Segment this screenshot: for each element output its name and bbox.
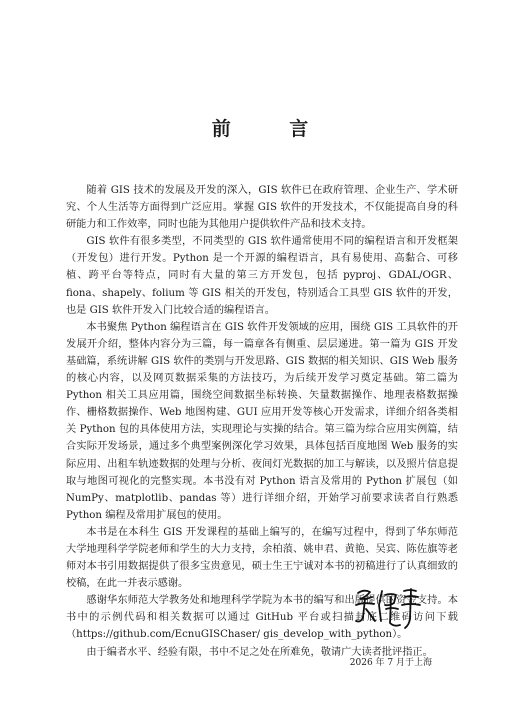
page-title: 前 言 [211,118,335,140]
paragraph: 感谢华东师范大学教务处和地理科学学院为本书的编写和出版提供的资金支持。本书中的示例代码和相关数据可以通过 GitHub 平台或扫描封底二维码访问下载（https://github.com/EcnuGISChaser/ gis_develop_with_python）。 [66,595,458,641]
paragraph: 由于编者水平、经验有限，书中不足之处在所难免，敬请广大读者批评指正。 [86,646,433,658]
paragraph: 本书是在本科生 GIS 开发课程的基础上编写的，在编写过程中，得到了华东师范大学地理科学学院老师和学生的大力支持，余柏蒗、姚申君、黄艳、吴宾、陈佐旗等老师对本书引用数据提供了很多宝贵意见，硕士生王宁诚对本书的初稿进行了认真细致的校稿，在此一并表示感谢。 [66,526,458,590]
paragraph: 本书聚焦 Python 编程语言在 GIS 软件开发领域的应用，围绕 GIS 工具软件的开发展开介绍，整体内容分为三篇，每一篇章各有侧重、层层递进。第一篇为 GIS 开发基础篇，系统讲解 GIS 软件的类别与开发思路、GIS 数据的相关知识、GIS Web 服务的核心内容，以及网页数据采集的方法技巧，为后续开发学习奠定基础。第二篇为 Python 相关工具应用篇，围绕空间数据坐标转换、矢量数据操作、地理表格数据操作、栅格数据操作、Web 地图构建、GUI 应用开发等核心开发需求，详细介绍各类相关 Python 包的具体使用方法，实现理论与实操的结合。第三篇为综合应用实例篇，结合实际开发场景，通过多个典型案例深化学习效果，具体包括百度地图 Web 服务的实际应用、出租车轨迹数据的处理与分析、夜间灯光数据的加工与解读，以及照片信息提取与地图可视化的完整实现。本书没有对 Python 语言及常用的 Python 扩展包（如 NumPy、matplotlib、pandas 等）进行详细介绍，开始学习前要求读者自行熟悉 Python 编程及常用扩展包的使用。 [66,321,458,521]
paragraph: 随着 GIS 技术的发展及开发的深入，GIS 软件已在政府管理、企业生产、学术研究、个人生活等方面得到广泛应用。掌握 GIS 软件的开发技术，不仅能提高自身的科研能力和工作效率，同时也能为其他用户提供软件产品和技术支持。 [66,185,458,231]
date-line: 2026 年 7 月于上海 [349,658,432,668]
paragraph: GIS 软件有很多类型，不同类型的 GIS 软件通常使用不同的编程语言和开发框架（开发包）进行开发。Python 是一个开源的编程语言，具有易使用、高黏合、可移植、跨平台等特点，同时有大量的第三方开发包，包括 pyproj、GDAL/OGR、fiona、shapely、folium 等 GIS 相关的开发包，特别适合工具型 GIS 软件的开发，也是 GIS 软件开发入门比较合适的编程语言。 [66,236,458,316]
handwritten-signature [352,585,422,631]
